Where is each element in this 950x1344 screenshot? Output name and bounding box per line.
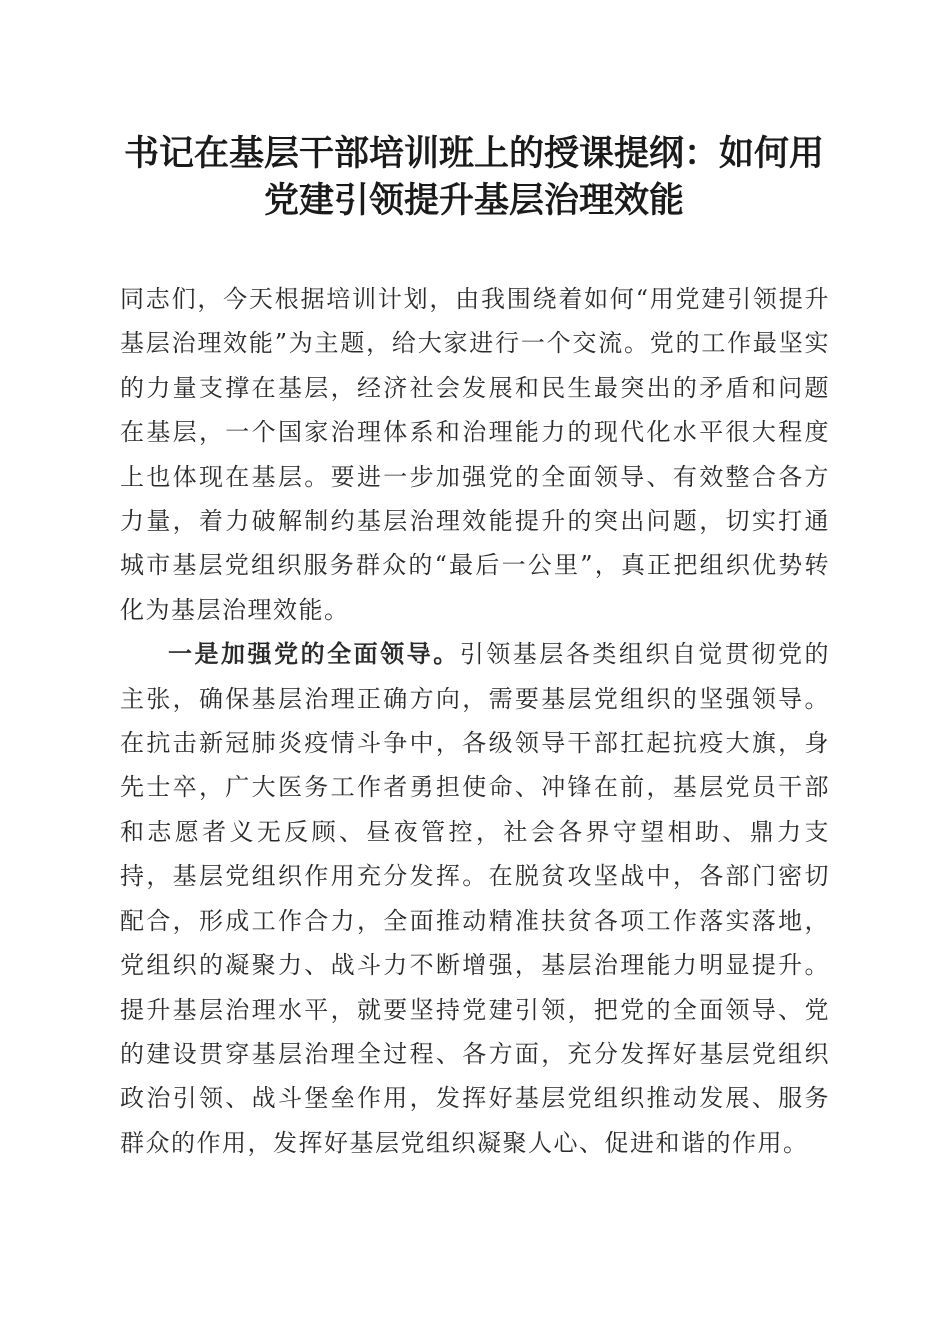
title-line-2: 党建引领提升基层治理效能 bbox=[263, 180, 684, 221]
paragraph-point-one-lead: 一是加强党的全面领导。 bbox=[168, 639, 460, 669]
paragraph-intro: 同志们，今天根据培训计划，由我围绕着如何“用党建引领提升基层治理效能”为主题，给大家进行一个交流。党的工作最坚实的力量支撑在基层，经济社会发展和民生最突出的矛盾和问题在基层，一个国家治理体系和治理能力的现代化水平很大程度上也体现在基层。要进一步加强党的全面领导、有效整合各方力量，着力破解制约基层治理效能提升的突出问题，切实打通城市基层党组织服务群众的“最后一公里”，真正把组织优势转化为基层治理效能。 bbox=[120, 285, 830, 624]
paragraph-point-one-body: 引领基层各类组织自觉贯彻党的主张，确保基层治理正确方向，需要基层党组织的坚强领导。在抗击新冠肺炎疫情斗争中，各级领导干部扛起抗疫大旗，身先士卒，广大医务工作者勇担使命、冲锋在前，基层党员干部和志愿者义无反顾、昼夜管控，社会各界守望相助、鼎力支持，基层党组织作用充分发挥。在脱贫攻坚战中，各部门密切配合，形成工作合力，全面推动精准扶贫各项工作落实落地，党组织的凝聚力、战斗力不断增强，基层治理能力明显提升。提升基层治理水平，就要坚持党建引领，把党的全面领导、党的建设贯穿基层治理全过程、各方面，充分发挥好基层党组织政治引领、战斗堡垒作用，发挥好基层党组织推动发展、服务群众的作用，发挥好基层党组织凝聚人心、促进和谐的作用。 bbox=[120, 640, 831, 1157]
document-body bbox=[120, 277, 830, 1165]
title-line-1: 书记在基层干部培训班上的授课提纲：如何用 bbox=[123, 133, 824, 174]
document-title bbox=[112, 130, 836, 224]
paragraph-point-one bbox=[120, 632, 830, 1165]
